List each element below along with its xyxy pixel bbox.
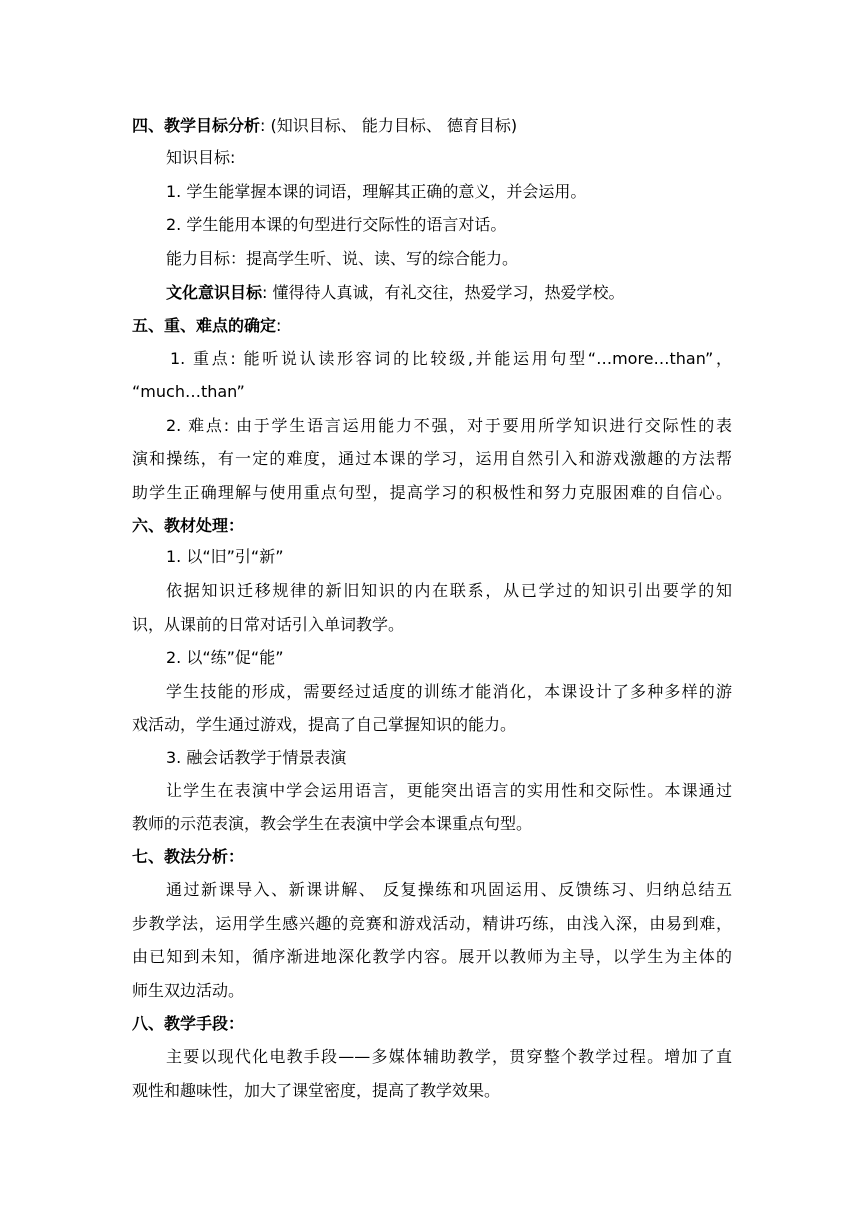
ability-goal: 能力目标：提高学生听、说、读、写的综合能力。: [166, 249, 519, 268]
section-5-heading-suffix: :: [276, 316, 282, 335]
culture-goal-label: 文化意识目标: [166, 283, 263, 302]
section-5-heading: 五、重、难点的确定: [132, 316, 277, 335]
method-line-1: 通过新课导入、新课讲解、 反复操练和巩固运用、反馈练习、归纳总结五: [166, 880, 732, 899]
material-item-2-line-2: 戏活动，学生通过游戏，提高了自己掌握知识的能力。: [132, 715, 517, 734]
section-8-heading: 八、教学手段：: [132, 1014, 245, 1033]
difficult-point-line-3: 助学生正确理解与使用重点句型，提高学习的积极性和努力克服困难的自信心。: [132, 483, 732, 502]
material-item-1-title: 1. 以“旧”引“新”: [166, 547, 284, 566]
difficult-point-line-1: 2. 难点: 由于学生语言运用能力不强，对于要用所学知识进行交际性的表: [166, 416, 732, 435]
culture-goal-line: [166, 283, 732, 303]
section-4-heading-suffix: : (知识目标、 能力目标、 德育目标): [260, 116, 518, 135]
culture-goal-text: : 懂得待人真诚，有礼交往，热爱学习，热爱学校。: [262, 283, 625, 302]
section-5-heading-line: [132, 316, 732, 336]
material-item-3-line-1: 让学生在表演中学会运用语言，更能突出语言的实用性和交际性。本课通过: [166, 781, 732, 800]
knowledge-goal-item-1: 1. 学生能掌握本课的词语，理解其正确的意义，并会运用。: [166, 182, 587, 201]
material-item-1-line-1: 依据知识迁移规律的新旧知识的内在联系，从已学过的知识引出要学的知: [166, 581, 732, 600]
knowledge-goal-label: 知识目标:: [166, 148, 236, 167]
section-7-heading: 七、教法分析：: [132, 847, 245, 866]
key-point-line-2: “much…than”: [132, 382, 245, 401]
knowledge-goal-item-2: 2. 学生能用本课的句型进行交际性的语言对话。: [166, 215, 507, 234]
method-line-4: 师生双边活动。: [132, 981, 245, 1000]
section-6-heading: 六、教材处理：: [132, 516, 245, 535]
section-4-heading-line: [132, 116, 732, 136]
material-item-2-title: 2. 以“练”促“能”: [166, 648, 284, 667]
difficult-point-line-2: 演和操练，有一定的难度，通过本课的学习，运用自然引入和游戏激趣的方法帮: [132, 449, 732, 468]
section-4-heading: 四、教学目标分析: [132, 116, 261, 135]
material-item-2-line-1: 学生技能的形成，需要经过适度的训练才能消化，本课设计了多种多样的游: [166, 682, 732, 701]
material-item-1-line-2: 识，从课前的日常对话引入单词教学。: [132, 615, 405, 634]
method-line-3: 由已知到未知，循序渐进地深化教学内容。展开以教师为主导，以学生为主体的: [132, 947, 732, 966]
key-point-line-1: 1. 重点: 能听说认读形容词的比较级,并能运用句型“…more…than”，: [170, 349, 732, 368]
means-line-1: 主要以现代化电教手段——多媒体辅助教学，贯穿整个教学过程。增加了直: [166, 1047, 732, 1066]
material-item-3-line-2: 教师的示范表演，教会学生在表演中学会本课重点句型。: [132, 814, 533, 833]
means-line-2: 观性和趣味性，加大了课堂密度，提高了教学效果。: [132, 1081, 501, 1100]
material-item-3-title: 3. 融会话教学于情景表演: [166, 748, 347, 767]
method-line-2: 步教学法，运用学生感兴趣的竞赛和游戏活动，精讲巧练，由浅入深，由易到难，: [132, 914, 732, 933]
